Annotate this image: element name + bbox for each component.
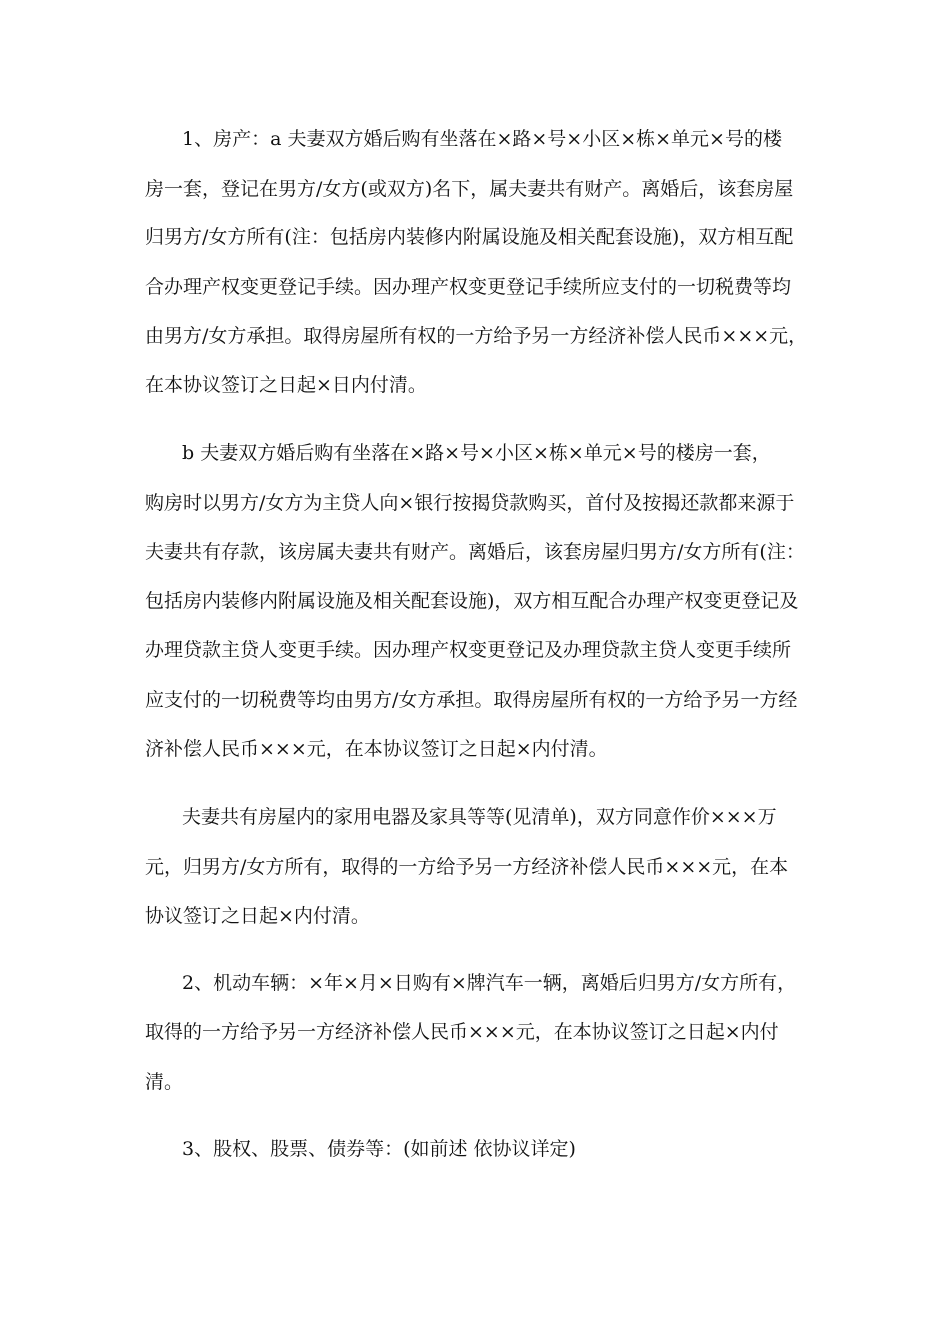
paragraph-house-b-line-3: 夫妻共有存款，该房属夫妻共有财产。离婚后，该套房屋归男方/女方所有(注：: [145, 541, 805, 563]
paragraph-house-a-line-4: 合办理产权变更登记手续。因办理产权变更登记手续所应支付的一切税费等均: [145, 276, 792, 298]
paragraph-securities-line-1: 3、股权、股票、债券等：(如前述 依协议详定): [182, 1138, 576, 1160]
paragraph-appliances-line-1: 夫妻共有房屋内的家用电器及家具等等(见清单)，双方同意作价×××万: [182, 806, 777, 828]
paragraph-appliances-line-3: 协议签订之日起×内付清。: [145, 905, 370, 927]
paragraph-house-a-line-3: 归男方/女方所有(注：包括房内装修内附属设施及相关配套设施)，双方相互配: [145, 226, 794, 248]
paragraph-house-a-line-1: 1、房产：a 夫妻双方婚后购有坐落在×路×号×小区×栋×单元×号的楼: [182, 128, 782, 150]
paragraph-house-b-line-4: 包括房内装修内附属设施及相关配套设施)，双方相互配合办理产权变更登记及: [145, 590, 799, 612]
paragraph-house-b-line-5: 办理贷款主贷人变更手续。因办理产权变更登记及办理贷款主贷人变更手续所: [145, 639, 792, 661]
paragraph-vehicle-line-2: 取得的一方给予另一方经济补偿人民币×××元，在本协议签订之日起×内付: [145, 1021, 779, 1043]
paragraph-house-a-line-5: 由男方/女方承担。取得房屋所有权的一方给予另一方经济补偿人民币×××元，: [145, 325, 808, 347]
paragraph-house-a-line-6: 在本协议签订之日起×日内付清。: [145, 374, 427, 396]
paragraph-vehicle-line-1: 2、机动车辆：×年×月×日购有×牌汽车一辆，离婚后归男方/女方所有，: [182, 972, 797, 994]
paragraph-appliances-line-2: 元，归男方/女方所有，取得的一方给予另一方经济补偿人民币×××元，在本: [145, 856, 789, 878]
paragraph-house-b-line-1: b 夫妻双方婚后购有坐落在×路×号×小区×栋×单元×号的楼房一套，: [182, 442, 771, 464]
paragraph-house-a-line-2: 房一套，登记在男方/女方(或双方)名下，属夫妻共有财产。离婚后，该套房屋: [145, 178, 794, 200]
paragraph-vehicle-line-3: 清。: [145, 1071, 184, 1093]
paragraph-house-b-line-6: 应支付的一切税费等均由男方/女方承担。取得房屋所有权的一方给予另一方经: [145, 689, 798, 711]
paragraph-house-b-line-7: 济补偿人民币×××元，在本协议签订之日起×内付清。: [145, 738, 608, 760]
paragraph-house-b-line-2: 购房时以男方/女方为主贷人向×银行按揭贷款购买，首付及按揭还款都来源于: [145, 492, 795, 514]
